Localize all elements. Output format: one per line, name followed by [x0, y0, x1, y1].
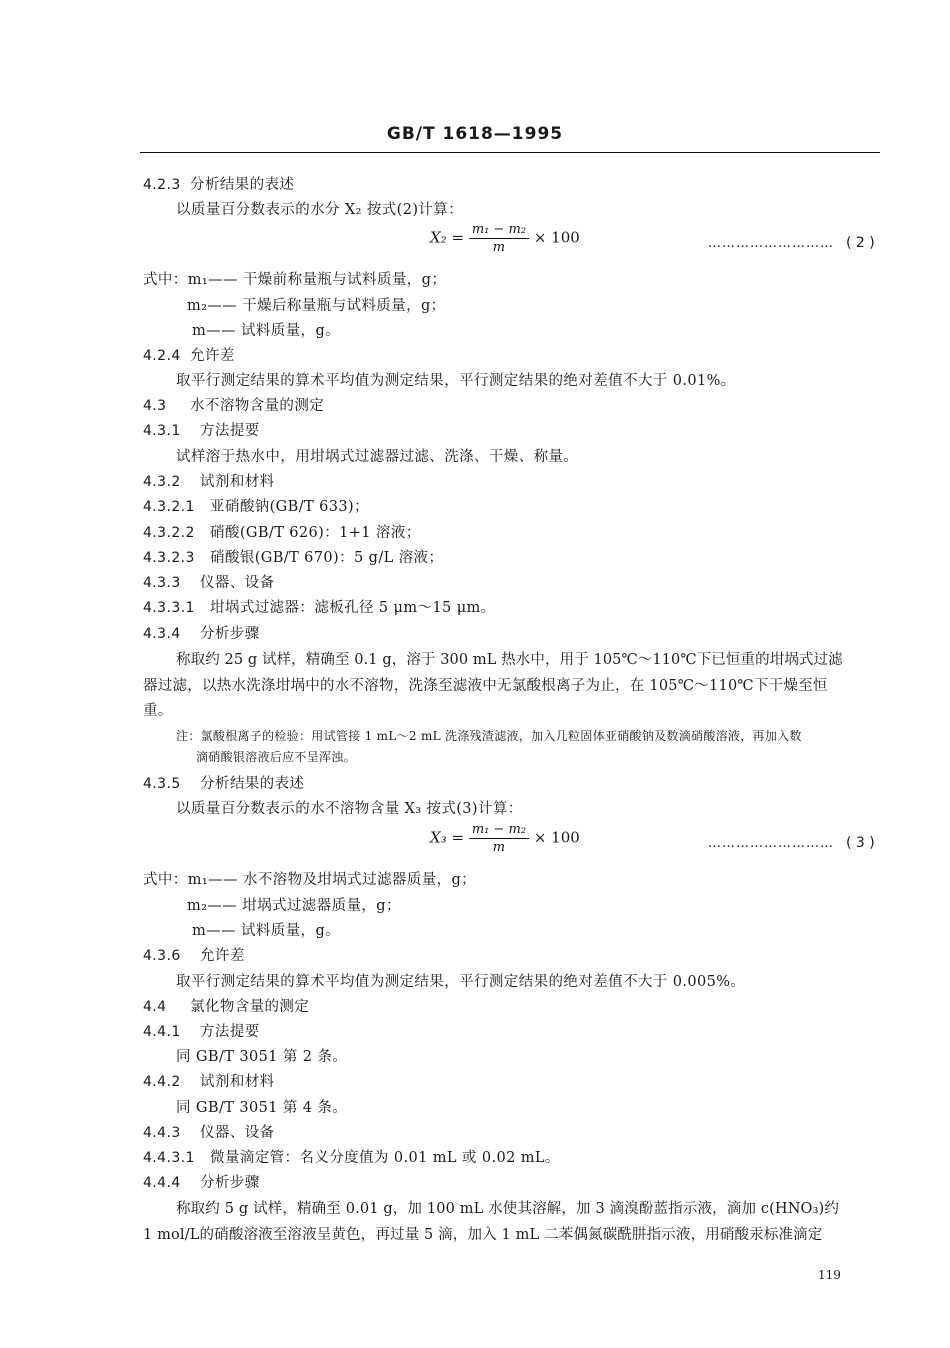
defs-2-m1: [143, 268, 446, 289]
section-4-3-2-heading: [143, 470, 275, 491]
section-number: 4.4.3: [143, 1125, 181, 1141]
item-text: 硝酸银(GB/T 670)：5 g/L 溶液；: [210, 550, 444, 566]
item-text: 亚硝酸钠(GB/T 633)；: [210, 499, 369, 515]
section-number: 4.4.2: [143, 1074, 181, 1090]
section-4-4-heading: [143, 995, 309, 1016]
section-number: 4.4.3.1: [143, 1150, 195, 1166]
formula-3-leader: ………………………: [708, 836, 834, 851]
section-title: 氯化物含量的测定: [190, 999, 310, 1015]
formula-multiplier: × 100: [533, 828, 580, 847]
section-title: 仪器、设备: [200, 575, 275, 591]
section-number: 4.3.3: [143, 575, 181, 591]
section-title: 方法提要: [200, 1024, 260, 1040]
section-4-3-1-heading: [143, 419, 260, 440]
section-4-3-4-p1: 称取约 25 g 试样，精确至 0.1 g，溶于 300 mL 热水中，用于 105℃～110℃下已恒重的坩埚式过滤: [176, 652, 843, 668]
section-4-2-4-text: 取平行测定结果的算术平均值为测定结果，平行测定结果的绝对差值不大于 0.01%。: [176, 373, 736, 389]
formula-numerator: m₁ − m₂: [469, 222, 529, 239]
section-4-3-4-p2: 器过滤，以热水洗涤坩埚中的水不溶物，洗涤至滤液中无氯酸根离子为止，在 105℃～110℃下干燥至恒: [143, 678, 828, 694]
defs-3-m: m—— 试料质量，g。: [192, 923, 341, 939]
section-number: 4.3.2.1: [143, 499, 195, 515]
defs-2-m2: m₂—— 干燥后称量瓶与试料质量，g；: [187, 298, 446, 314]
section-number: 4.4: [143, 999, 167, 1015]
section-4-3-5-intro: 以质量百分数表示的水不溶物含量 X₃ 按式(3)计算：: [176, 801, 523, 817]
section-title: 方法提要: [200, 423, 260, 439]
section-title: 分析结果的表述: [190, 177, 295, 193]
page-number: 119: [818, 1268, 841, 1282]
section-4-2-4-heading: [143, 344, 235, 365]
section-title: 分析步骤: [200, 626, 260, 642]
section-4-4-1-text: 同 GB/T 3051 第 2 条。: [176, 1049, 348, 1065]
item-text: 坩埚式过滤器：滤板孔径 5 μm～15 μm。: [210, 600, 496, 616]
section-number: 4.4.4: [143, 1175, 181, 1191]
section-number: 4.2.3: [143, 177, 181, 193]
section-4-4-4-p1: 称取约 5 g 试样，精确至 0.01 g，加 100 mL 水使其溶解，加 3 滴溴酚蓝指示液，滴加 c(HNO₃)约: [176, 1201, 840, 1217]
section-number: 4.3.2.2: [143, 525, 195, 541]
section-4-2-3-intro: 以质量百分数表示的水分 X₂ 按式(2)计算：: [176, 202, 464, 218]
defs-3-m2: m₂—— 坩埚式过滤器质量，g；: [187, 898, 401, 914]
section-number: 4.3.6: [143, 948, 181, 964]
section-4-4-3-heading: [143, 1121, 275, 1142]
section-number: 4.3.3.1: [143, 600, 195, 616]
note-line-2: 滴硝酸银溶液后应不呈浑浊。: [196, 750, 356, 764]
standard-header: GB/T 1618—1995: [386, 124, 564, 144]
section-title: 分析步骤: [200, 1175, 260, 1191]
section-4-3-2-2: [143, 521, 421, 542]
formula-2-leader: ………………………: [708, 236, 834, 251]
note-line-1: 注：氯酸根离子的检验：用试管接 1 mL～2 mL 洗涤残渣滤液，加入几粒固体亚硝酸钠及数滴硝酸溶液，再加入数: [176, 729, 802, 743]
defs-prefix: 式中：: [143, 272, 188, 288]
section-number: 4.4.1: [143, 1024, 181, 1040]
defs-2-m: m—— 试料质量，g。: [192, 323, 341, 339]
section-4-3-2-1: [143, 495, 369, 516]
formula-3-label: ( 3 ): [846, 835, 875, 851]
section-number: 4.3.2: [143, 474, 181, 490]
formula-lhs: X₂ =: [430, 228, 465, 247]
section-4-3-5-heading: [143, 772, 304, 793]
formula-multiplier: × 100: [533, 228, 580, 247]
section-4-4-4-heading: [143, 1171, 260, 1192]
formula-denominator: m: [492, 840, 506, 855]
section-4-4-1-heading: [143, 1020, 260, 1041]
defs-prefix: 式中：: [143, 872, 188, 888]
section-4-4-3-1: [143, 1146, 560, 1167]
section-title: 允许差: [190, 348, 235, 364]
formula-numerator: m₁ − m₂: [469, 822, 529, 839]
item-text: 硝酸(GB/T 626)：1+1 溶液；: [210, 525, 421, 541]
defs-3-m1: [143, 868, 476, 889]
formula-fraction: [469, 222, 529, 255]
def-m1: m₁—— 干燥前称量瓶与试料质量，g；: [187, 272, 447, 288]
section-4-3-3-1: [143, 596, 496, 617]
section-number: 4.3.5: [143, 776, 181, 792]
section-title: 分析结果的表述: [200, 776, 305, 792]
section-number: 4.3.2.3: [143, 550, 195, 566]
formula-fraction: [469, 822, 529, 855]
section-number: 4.3: [143, 398, 167, 414]
formula-lhs: X₃ =: [430, 828, 465, 847]
section-title: 试剂和材料: [200, 474, 275, 490]
formula-2: [430, 222, 580, 255]
section-number: 4.3.1: [143, 423, 181, 439]
formula-3: [430, 822, 580, 855]
item-text: 微量滴定管：名义分度值为 0.01 mL 或 0.02 mL。: [210, 1150, 560, 1166]
section-4-3-6-heading: [143, 944, 245, 965]
formula-2-label: ( 2 ): [846, 235, 875, 251]
formula-denominator: m: [492, 240, 506, 255]
section-title: 仪器、设备: [200, 1125, 275, 1141]
section-4-3-6-text: 取平行测定结果的算术平均值为测定结果，平行测定结果的绝对差值不大于 0.005%。: [176, 974, 746, 990]
section-4-2-3-heading: [143, 173, 294, 194]
section-4-4-2-heading: [143, 1070, 275, 1091]
section-4-3-3-heading: [143, 571, 275, 592]
section-4-3-4-heading: [143, 622, 260, 643]
header-rule: [140, 152, 880, 153]
section-title: 允许差: [200, 948, 245, 964]
section-title: 水不溶物含量的测定: [190, 398, 325, 414]
section-4-3-heading: [143, 394, 324, 415]
section-title: 试剂和材料: [200, 1074, 275, 1090]
def-m1: m₁—— 水不溶物及坩埚式过滤器质量，g；: [187, 872, 477, 888]
section-4-3-1-text: 试样溶于热水中，用坩埚式过滤器过滤、洗涤、干燥、称量。: [176, 449, 579, 465]
section-number: 4.3.4: [143, 626, 181, 642]
section-4-3-4-p3: 重。: [143, 703, 173, 719]
section-4-4-2-text: 同 GB/T 3051 第 4 条。: [176, 1100, 348, 1116]
section-4-4-4-p2: 1 mol/L的硝酸溶液至溶液呈黄色，再过量 5 滴，加入 1 mL 二苯偶氮碳酰肼指示液，用硝酸汞标准滴定: [143, 1227, 823, 1243]
section-number: 4.2.4: [143, 348, 181, 364]
section-4-3-2-3: [143, 546, 443, 567]
